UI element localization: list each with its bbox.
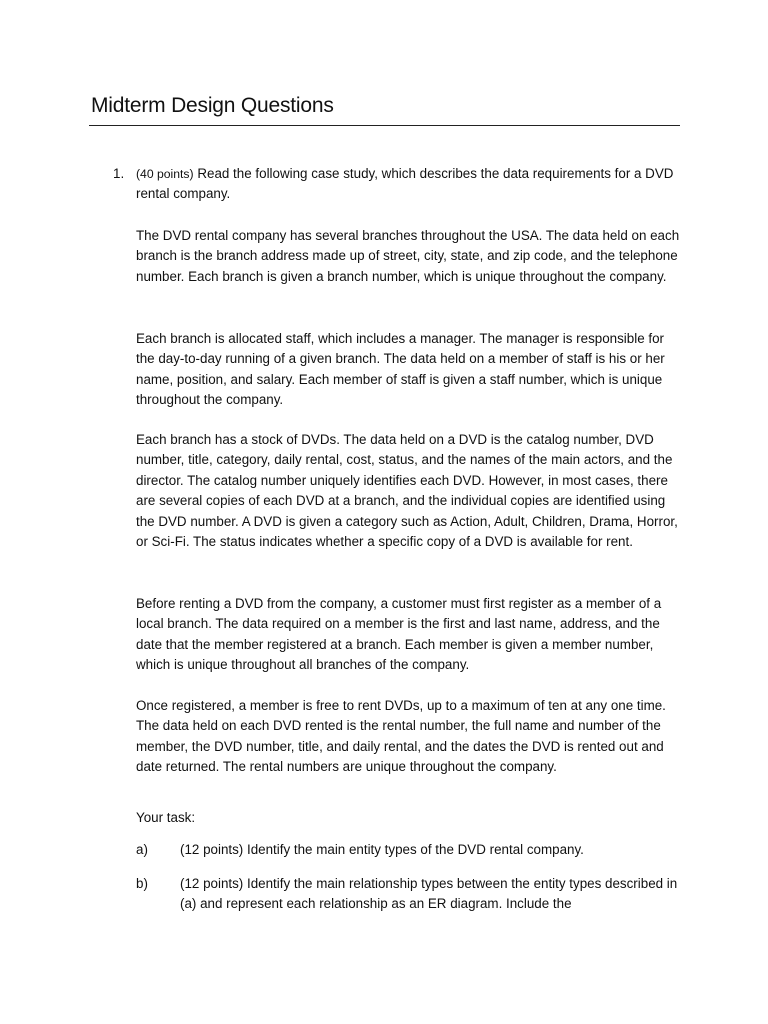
task-label: a) bbox=[136, 842, 148, 857]
paragraph-text: Each branch is allocated staff, which includes a manager. The manager is responsible for the day-to-day running of a given branch. The data held on a member of staff is his or her name, position, and salary. Each member of staff is given a staff number, which is unique throughout the company. bbox=[136, 331, 665, 408]
question-intro-text: Read the following case study, which describes the data requirements for a DVD rental company. bbox=[136, 166, 674, 202]
paragraph-text: Before renting a DVD from the company, a customer must first register as a member of a local branch. The data required on a member is the first and last name, address, and the date that the member registered at a branch. Each member is given a member number, which is unique throughout all branches of the company. bbox=[136, 596, 662, 673]
case-paragraph-members bbox=[136, 594, 682, 676]
task-text: (12 points) Identify the main entity types of the DVD rental company. bbox=[180, 842, 584, 857]
document-title: Midterm Design Questions bbox=[91, 94, 334, 117]
case-paragraph-rentals bbox=[136, 696, 682, 778]
question-number: 1. bbox=[113, 166, 125, 181]
paragraph-text: Once registered, a member is free to rent DVDs, up to a maximum of ten at any one time. The data held on each DVD rented is the rental number, the full name and number of the member, the DVD number, title, and daily rental, and the dates the DVD is rented out and date returned. The rental numbers are unique throughout the company. bbox=[136, 698, 666, 775]
task-text: (12 points) Identify the main relationship types between the entity types described in (a) and represent each relationship as an ER diagram. Include the bbox=[180, 876, 678, 912]
task-heading bbox=[136, 808, 682, 828]
case-paragraph-dvds bbox=[136, 430, 682, 552]
paragraph-text: The DVD rental company has several branches throughout the USA. The data held on each branch is the branch address made up of street, city, state, and zip code, and the telephone number. Each branch is given a branch number, which is unique throughout the company. bbox=[136, 228, 680, 284]
title-divider bbox=[89, 125, 680, 126]
task-label: b) bbox=[136, 876, 148, 891]
paragraph-text: Each branch has a stock of DVDs. The data held on a DVD is the catalog number, DVD number, title, category, daily rental, cost, status, and the names of the main actors, and the director. The catalog number uniquely identifies each DVD. However, in most cases, there are several copies of each DVD at a branch, and the individual copies are identified using the DVD number. A DVD is given a category such as Action, Adult, Children, Drama, Horror, or Sci-Fi. The status indicates whether a specific copy of a DVD is available for rent. bbox=[136, 432, 678, 550]
question-points: (40 points) bbox=[136, 167, 194, 181]
case-paragraph-staff bbox=[136, 329, 682, 411]
case-paragraph-branches bbox=[136, 226, 682, 287]
question-intro bbox=[136, 164, 682, 205]
task-heading-text: Your task: bbox=[136, 810, 196, 825]
